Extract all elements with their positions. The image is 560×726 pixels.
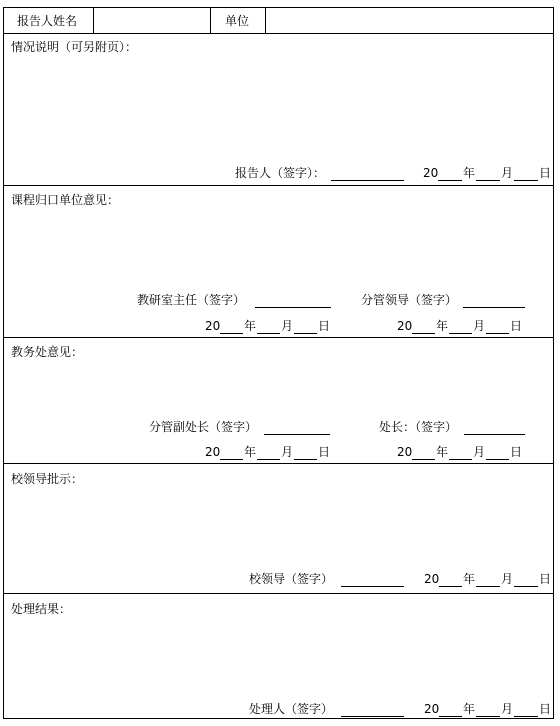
director-signature-line[interactable] xyxy=(464,434,525,435)
handler-signature-label: 处理人（签字） xyxy=(249,702,334,716)
month-line[interactable] xyxy=(257,459,280,460)
unit-label: 单位 xyxy=(225,14,250,28)
date-year-prefix: 20 xyxy=(397,445,413,459)
divider xyxy=(210,8,211,33)
result-title: 处理结果： xyxy=(11,602,72,616)
deputy-director-signature-label: 分管副处长（签字） xyxy=(149,420,258,434)
supervisor-signature-label: 分管领导（签字） xyxy=(361,293,458,307)
date-year-prefix: 20 xyxy=(424,572,440,586)
result-text-area[interactable] xyxy=(8,619,548,699)
day-label: 日 xyxy=(318,319,331,333)
header-row xyxy=(4,8,553,34)
year-line[interactable] xyxy=(220,459,243,460)
month-label: 月 xyxy=(473,319,486,333)
day-line[interactable] xyxy=(514,180,538,181)
year-label: 年 xyxy=(463,166,476,180)
unit-field[interactable] xyxy=(266,8,553,33)
month-label: 月 xyxy=(501,572,514,586)
school-leader-title: 校领导批示： xyxy=(11,472,84,486)
school-leader-section xyxy=(4,464,553,594)
situation-section xyxy=(4,33,553,186)
month-line[interactable] xyxy=(476,180,500,181)
month-line[interactable] xyxy=(449,459,472,460)
month-line[interactable] xyxy=(476,586,500,587)
date-year-prefix: 20 xyxy=(423,166,439,180)
school-leader-signature-line[interactable] xyxy=(341,586,404,587)
date-year-prefix: 20 xyxy=(397,319,413,333)
academic-affairs-section xyxy=(4,338,553,464)
academic-affairs-opinion-area[interactable] xyxy=(8,362,548,416)
month-line[interactable] xyxy=(257,333,280,334)
year-label: 年 xyxy=(463,702,476,716)
date-year-prefix: 20 xyxy=(205,319,221,333)
handler-signature-line[interactable] xyxy=(341,716,404,717)
day-line[interactable] xyxy=(486,333,509,334)
month-label: 月 xyxy=(281,319,294,333)
deputy-director-signature-line[interactable] xyxy=(264,434,330,435)
day-line[interactable] xyxy=(514,716,538,717)
day-label: 日 xyxy=(539,166,552,180)
date-year-prefix: 20 xyxy=(424,702,440,716)
director-signature-label: 处长：（签字） xyxy=(379,420,458,434)
course-unit-section xyxy=(4,186,553,338)
year-line[interactable] xyxy=(412,459,435,460)
day-label: 日 xyxy=(510,445,523,459)
reporter-name-label: 报告人姓名 xyxy=(17,14,78,28)
school-leader-signature-label: 校领导（签字） xyxy=(249,572,334,586)
result-section xyxy=(4,594,553,718)
year-line[interactable] xyxy=(220,333,243,334)
year-line[interactable] xyxy=(438,180,462,181)
day-line[interactable] xyxy=(514,586,538,587)
day-label: 日 xyxy=(318,445,331,459)
supervisor-signature-line[interactable] xyxy=(463,307,525,308)
situation-title: 情况说明（可另附页）： xyxy=(11,40,138,54)
year-label: 年 xyxy=(244,319,257,333)
month-label: 月 xyxy=(473,445,486,459)
day-line[interactable] xyxy=(294,459,317,460)
day-label: 日 xyxy=(510,319,523,333)
month-line[interactable] xyxy=(476,716,500,717)
day-line[interactable] xyxy=(486,459,509,460)
teaching-director-signature-label: 教研室主任（签字） xyxy=(137,293,246,307)
year-label: 年 xyxy=(436,445,449,459)
day-label: 日 xyxy=(539,702,552,716)
year-label: 年 xyxy=(244,445,257,459)
incident-report-form xyxy=(3,7,554,719)
month-label: 月 xyxy=(281,445,294,459)
month-label: 月 xyxy=(501,702,514,716)
month-label: 月 xyxy=(501,166,514,180)
year-line[interactable] xyxy=(439,586,462,587)
year-line[interactable] xyxy=(439,716,462,717)
day-label: 日 xyxy=(539,572,552,586)
day-line[interactable] xyxy=(294,333,317,334)
situation-text-area[interactable] xyxy=(8,57,548,157)
year-label: 年 xyxy=(463,572,476,586)
year-line[interactable] xyxy=(412,333,435,334)
date-year-prefix: 20 xyxy=(205,445,221,459)
month-line[interactable] xyxy=(449,333,472,334)
reporter-signature-label: 报告人（签字）： xyxy=(235,166,326,180)
reporter-signature-line[interactable] xyxy=(331,180,404,181)
reporter-name-field[interactable] xyxy=(94,8,210,33)
course-unit-opinion-area[interactable] xyxy=(8,210,548,290)
course-unit-title: 课程归口单位意见： xyxy=(11,193,120,207)
teaching-director-signature-line[interactable] xyxy=(255,307,331,308)
school-leader-instruction-area[interactable] xyxy=(8,489,548,569)
academic-affairs-title: 教务处意见： xyxy=(11,345,84,359)
year-label: 年 xyxy=(436,319,449,333)
